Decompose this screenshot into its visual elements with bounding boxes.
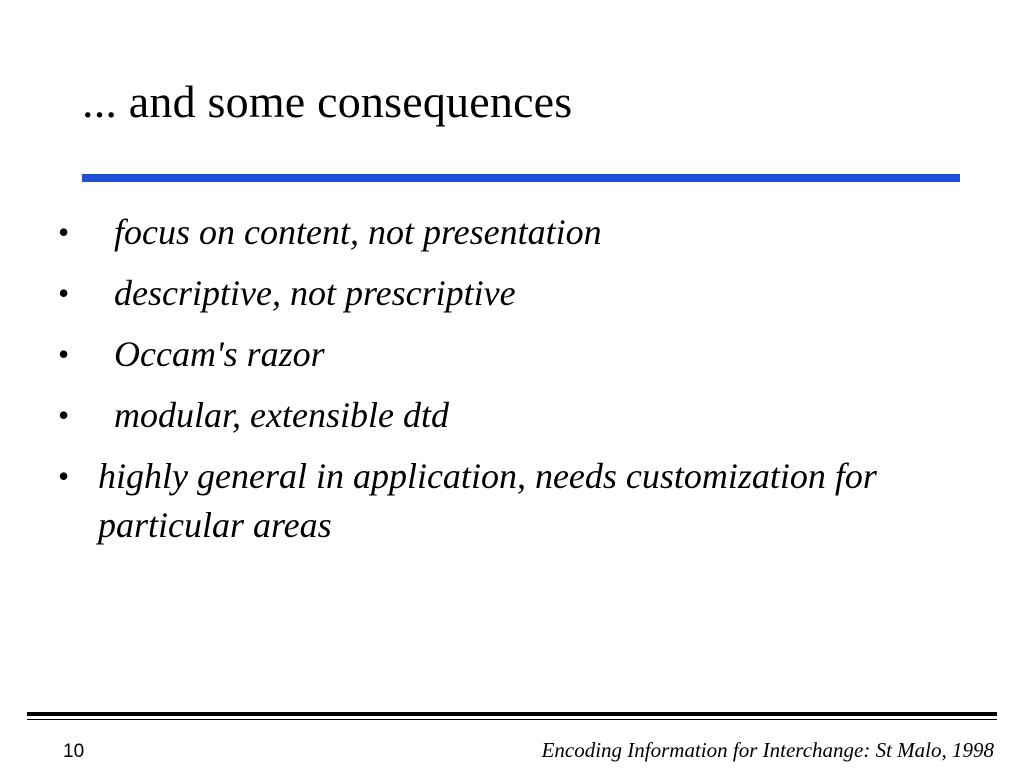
- footer-caption: Encoding Information for Interchange: St Malo, 1998: [541, 738, 994, 762]
- bullet-icon: •: [58, 397, 70, 433]
- bullet-icon: •: [58, 458, 70, 494]
- bullet-text: focus on content, not presentation: [114, 212, 602, 252]
- page-number: 10: [63, 741, 85, 762]
- bullet-text: highly general in application, needs customization for particular areas: [98, 456, 877, 545]
- list-item: [58, 330, 958, 379]
- bullet-text: descriptive, not prescriptive: [114, 273, 516, 313]
- bullet-icon: •: [58, 336, 70, 372]
- bullet-text: modular, extensible dtd: [114, 395, 449, 435]
- title-underline: [82, 174, 960, 182]
- footer-divider-thin: [27, 719, 997, 720]
- list-item: [58, 208, 958, 257]
- list-item: [58, 269, 958, 318]
- footer-divider: [27, 712, 997, 716]
- list-item: [58, 391, 958, 440]
- bullet-list: [58, 208, 958, 562]
- bullet-icon: •: [58, 275, 70, 311]
- bullet-icon: •: [58, 214, 70, 250]
- bullet-text: Occam's razor: [114, 334, 325, 374]
- list-item: [58, 452, 958, 550]
- slide-title: ... and some consequences: [82, 76, 573, 127]
